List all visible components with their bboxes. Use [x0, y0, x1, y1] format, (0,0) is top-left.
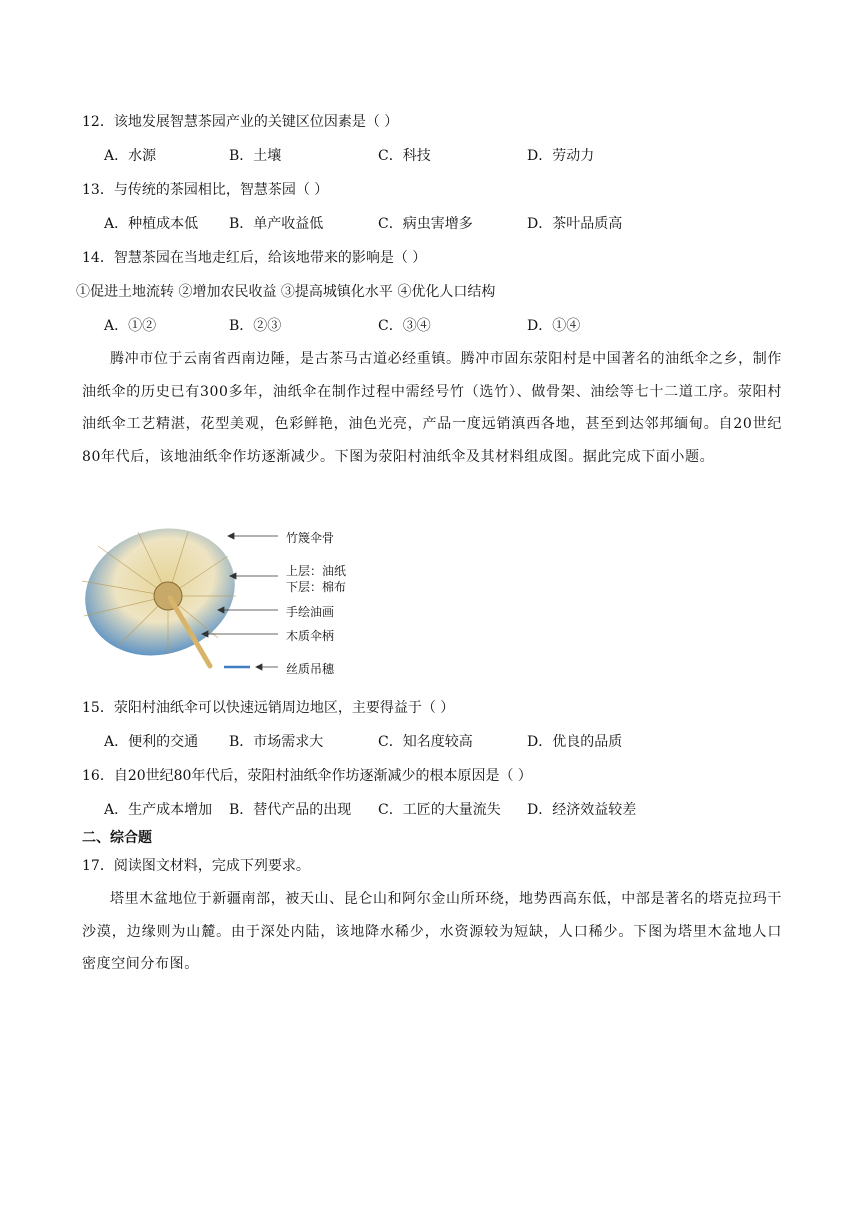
q14-option-d: D．①④ [527, 318, 581, 334]
q16-option-a: A．生产成本增加 [104, 802, 213, 818]
q15-option-b: B．市场需求大 [229, 734, 324, 750]
q14-option-a: A．①② [104, 318, 157, 334]
label-wooden-handle: 木质伞柄 [286, 629, 335, 643]
q15-option-d: D．优良的品质 [527, 734, 623, 750]
q14-option-b: B．②③ [229, 318, 282, 334]
question-14-stem: 14．智慧茶园在当地走红后，给该地带来的影响是（ ） [82, 250, 427, 266]
passage-text: 塔里木盆地位于新疆南部，被天山、昆仑山和阿尔金山所环绕，地势西高东低，中部是著名的塔克拉玛干沙漠，边缘则为山麓。由于深处内陆，该地降水稀少，水资源较为短缺，人口稀少。下图为塔里木盆地人口密度空间分布图。 [82, 891, 782, 972]
q12-option-c: C．科技 [378, 148, 431, 164]
question-16-stem: 16．自20世纪80年代后，荥阳村油纸伞作坊逐渐减少的根本原因是（ ） [82, 768, 532, 784]
q12-option-b: B．土壤 [229, 148, 282, 164]
passage-oil-paper-umbrella [82, 343, 782, 473]
label-bamboo-ribs: 竹篾伞骨 [286, 531, 335, 545]
section-heading-comprehensive: 二、综合题 [82, 830, 152, 846]
q16-option-d: D．经济效益较差 [527, 802, 637, 818]
q14-statements: ①促进土地流转 ②增加农民收益 ③提高城镇化水平 ④优化人口结构 [76, 284, 496, 300]
q15-option-c: C．知名度较高 [378, 734, 473, 750]
q13-option-c: C．病虫害增多 [378, 216, 473, 232]
q16-option-c: C．工匠的大量流失 [378, 802, 501, 818]
label-silk-tassel: 丝质吊穗 [286, 662, 335, 676]
q13-option-b: B．单产收益低 [229, 216, 324, 232]
q14-option-c: C．③④ [378, 318, 431, 334]
oil-paper-umbrella-figure [78, 526, 368, 676]
label-hand-painted: 手绘油画 [286, 605, 335, 619]
umbrella-ribs-hub [154, 582, 182, 610]
q16-option-b: B．替代产品的出现 [229, 802, 352, 818]
label-upper-oil-paper: 上层：油纸 [286, 564, 347, 578]
passage-text: 腾冲市位于云南省西南边陲，是古茶马古道必经重镇。腾冲市固东荥阳村是中国著名的油纸伞之乡，制作油纸伞的历史已有300多年，油纸伞在制作过程中需经号竹（选竹）、做骨架、油绘等七十二道工序。荥阳村油纸伞工艺精湛，花型美观，色彩鲜艳，油色光亮，产品一度远销滇西各地，甚至到达邻邦缅甸。自20世纪80年代后，该地油纸伞作坊逐渐减少。下图为荥阳村油纸伞及其材料组成图。据此完成下面小题。 [82, 351, 782, 465]
question-12-stem: 12．该地发展智慧茶园产业的关键区位因素是（ ） [82, 114, 399, 130]
q15-option-a: A．便利的交通 [104, 734, 199, 750]
passage-tarim-basin [82, 883, 782, 981]
q13-option-a: A．种植成本低 [104, 216, 199, 232]
q12-option-a: A．水源 [104, 148, 157, 164]
question-17-stem: 17．阅读图文材料，完成下列要求。 [82, 858, 310, 874]
question-13-stem: 13．与传统的茶园相比，智慧茶园（ ） [82, 182, 329, 198]
q13-option-d: D．茶叶品质高 [527, 216, 623, 232]
label-lower-cotton: 下层：棉布 [286, 580, 347, 594]
q12-option-d: D．劳动力 [527, 148, 595, 164]
question-15-stem: 15．荥阳村油纸伞可以快速远销周边地区，主要得益于（ ） [82, 700, 455, 716]
